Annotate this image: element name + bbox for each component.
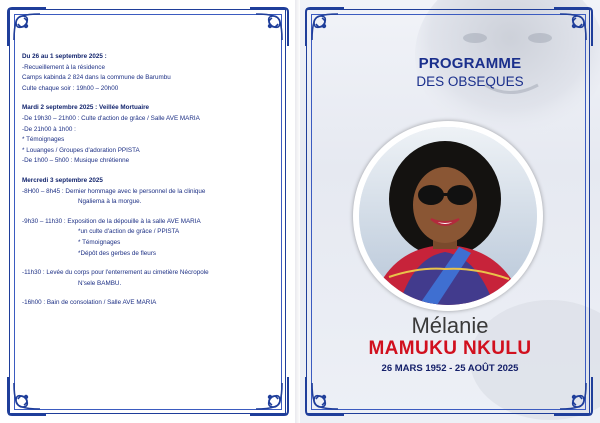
cover-title-line1: PROGRAMME — [418, 55, 522, 72]
cover-title-line2: DES OBSEQUES — [416, 74, 524, 89]
schedule-text — [22, 52, 284, 309]
schedule-line: * Louanges / Groupes d'adoration PPISTA — [22, 146, 140, 154]
schedule-line: -Recueillement à la résidence — [22, 63, 105, 71]
ornamental-flourish-icon — [4, 4, 50, 50]
ornamental-flourish-icon — [302, 373, 348, 419]
schedule-line: * Témoignages — [22, 136, 65, 144]
portrait-photo — [359, 127, 537, 305]
schedule-line: -De 21h00 à 1h00 : — [22, 125, 76, 133]
day-heading-3: Mercredi 3 septembre 2025 — [22, 176, 103, 184]
schedule-line: -De 1h00 – 5h00 : Musique chrétienne — [22, 157, 130, 165]
schedule-line: *un culte d'action de grâce / PPISTA — [78, 228, 180, 236]
ornamental-flourish-icon — [550, 373, 596, 419]
ornamental-flourish-icon — [246, 373, 292, 419]
ornamental-flourish-icon — [550, 4, 596, 50]
schedule-line: Culte chaque soir : 19h00 – 20h00 — [22, 84, 119, 92]
ornamental-flourish-icon — [4, 373, 50, 419]
schedule-line: Ngaliema à la morgue. — [78, 198, 142, 206]
schedule-line: -8H00 – 8h45 : Dernier hommage avec le personnel de la clinique — [22, 187, 206, 195]
portrait-frame — [353, 121, 543, 311]
schedule-line: -11h30 : Levée du corps pour l'enterrement au cimetière Nécropole — [22, 269, 209, 277]
portrait-illustration — [359, 127, 537, 305]
schedule-line: -De 19h30 – 21h00 : Culte d'action de grâce / Salle AVE MARIA — [22, 114, 200, 122]
schedule-line: Camps kabinda 2 824 dans la commune de Barumbu — [22, 74, 171, 82]
schedule-line: N'sele BAMBU. — [78, 279, 122, 287]
schedule-line: *Dépôt des gerbes de fleurs — [78, 249, 157, 257]
day-heading-2: Mardi 2 septembre 2025 : Veillée Mortuaire — [22, 104, 150, 112]
ornamental-flourish-icon — [302, 4, 348, 50]
schedule-line: -16h00 : Bain de consolation / Salle AVE MARIA — [22, 299, 157, 307]
deceased-last-name: MAMUKU NKULU — [368, 338, 532, 359]
life-dates: 26 MARS 1952 - 25 AOÛT 2025 — [381, 363, 519, 374]
ornamental-flourish-icon — [246, 4, 292, 50]
schedule-line: * Témoignages — [78, 238, 121, 246]
schedule-line: -9h30 – 11h30 : Exposition de la dépouille à la salle AVE MARIA — [22, 217, 201, 225]
day-heading-1: Du 26 au 1 septembre 2025 : — [22, 53, 107, 60]
deceased-first-name: Mélanie — [411, 313, 489, 338]
schedule-panel — [0, 0, 295, 423]
